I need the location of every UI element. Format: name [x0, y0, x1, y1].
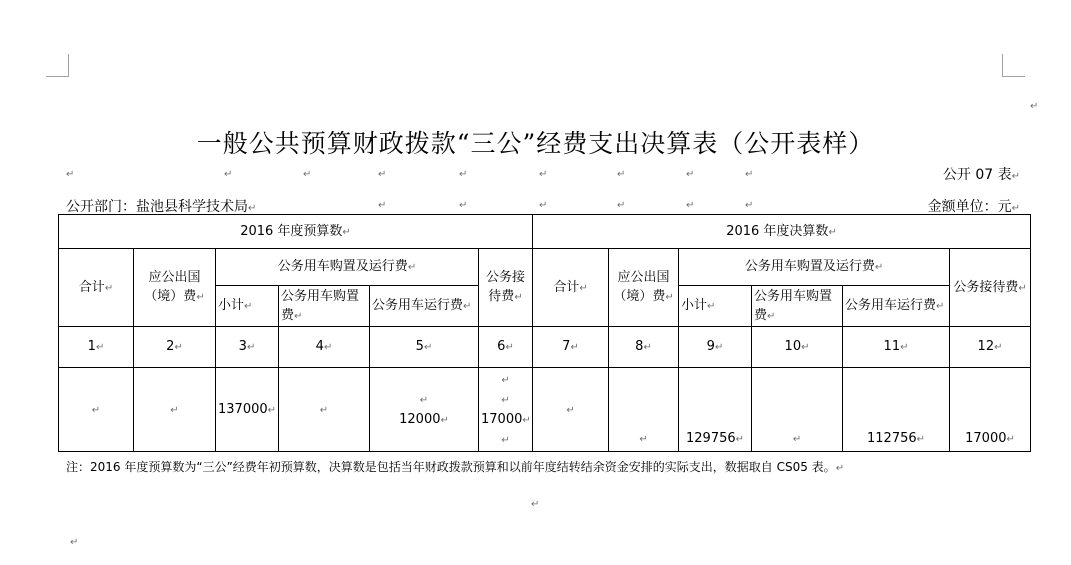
header-total: 合计↵ — [59, 249, 134, 327]
paragraph-mark: ↵ — [617, 200, 626, 211]
value-cell: ↵ — [134, 368, 216, 452]
crop-mark-top-right — [1002, 54, 1025, 77]
amount-unit-label: 金额单位：元↵ — [927, 199, 1020, 215]
value-cell: 137000↵ — [216, 368, 279, 452]
paragraph-mark: ↵ — [66, 169, 75, 180]
paragraph-mark: ↵ — [303, 169, 312, 180]
value-cell: ↵ — [752, 368, 843, 452]
value-cell: 112756↵ — [843, 368, 950, 452]
footnote: 注：2016 年度预算数为“三公”经费年初预算数，决算数是包括当年财政拨款预算和以前年度结转结余资金安排的实际支出，数据取自 CS05 表。↵ — [66, 460, 845, 474]
value-cell: ↵ — [533, 368, 609, 452]
paragraph-mark: ↵ — [378, 169, 387, 180]
value-cell: ↵ — [59, 368, 134, 452]
paragraph-mark: ↵ — [531, 499, 540, 510]
header-vehicle-purchase: 公务用车购置费↵ — [752, 286, 843, 327]
header-subtotal: 小计↵ — [216, 286, 279, 327]
department-label: 公开部门：盐池县科学技术局↵ — [66, 199, 257, 215]
index-cell: 4↵ — [279, 327, 370, 368]
paragraph-mark: ↵ — [539, 200, 548, 211]
header-vehicle-purchase: 公务用车购置费↵ — [279, 286, 370, 327]
value-cell: ↵ — [279, 368, 370, 452]
paragraph-mark: ↵ — [745, 200, 754, 211]
header-budget-group: 2016 年度预算数↵ — [59, 215, 533, 249]
paragraph-mark: ↵ — [745, 169, 754, 180]
paragraph-mark: ↵ — [617, 169, 626, 180]
value-cell: ↵ — [609, 368, 679, 452]
paragraph-mark: ↵ — [459, 169, 468, 180]
paragraph-mark: ↵ — [539, 169, 548, 180]
paragraph-mark: ↵ — [1030, 101, 1039, 112]
index-cell: 10↵ — [752, 327, 843, 368]
page-title: 一般公共预算财政拨款“三公”经费支出决算表（公开表样） — [196, 129, 875, 158]
index-cell: 1↵ — [59, 327, 134, 368]
index-cell: 12↵ — [950, 327, 1031, 368]
index-cell: 3↵ — [216, 327, 279, 368]
index-cell: 5↵ — [370, 327, 479, 368]
header-final-group: 2016 年度决算数↵ — [533, 215, 1031, 249]
header-reception: 公务接待费↵ — [479, 249, 533, 327]
value-cell: 129756↵ — [679, 368, 752, 452]
paragraph-mark: ↵ — [378, 200, 387, 211]
header-vehicle-operation: 公务用车运行费↵ — [843, 286, 950, 327]
header-reception: 公务接待费↵ — [950, 249, 1031, 327]
value-cell: ↵ 12000↵ — [370, 368, 479, 452]
index-cell: 9↵ — [679, 327, 752, 368]
paragraph-mark: ↵ — [459, 200, 468, 211]
header-abroad: 应公出国（境）费↵ — [609, 249, 679, 327]
index-cell: 8↵ — [609, 327, 679, 368]
value-cell: ↵ ↵ 17000↵ ↵ — [479, 368, 533, 452]
header-vehicle-group: 公务用车购置及运行费↵ — [679, 249, 950, 286]
form-number: 公开 07 表↵ — [942, 167, 1020, 183]
index-cell: 11↵ — [843, 327, 950, 368]
value-cell: 17000↵ — [950, 368, 1031, 452]
paragraph-mark: ↵ — [686, 200, 695, 211]
header-vehicle-operation: 公务用车运行费↵ — [370, 286, 479, 327]
header-vehicle-group: 公务用车购置及运行费↵ — [216, 249, 479, 286]
expenditure-table — [58, 214, 1031, 452]
paragraph-mark: ↵ — [224, 169, 233, 180]
crop-mark-top-left — [46, 54, 69, 77]
paragraph-mark: ↵ — [70, 537, 79, 548]
index-cell: 7↵ — [533, 327, 609, 368]
index-cell: 6↵ — [479, 327, 533, 368]
header-total: 合计↵ — [533, 249, 609, 327]
index-cell: 2↵ — [134, 327, 216, 368]
header-abroad: 应公出国（境）费↵ — [134, 249, 216, 327]
header-subtotal: 小计↵ — [679, 286, 752, 327]
paragraph-mark: ↵ — [686, 169, 695, 180]
